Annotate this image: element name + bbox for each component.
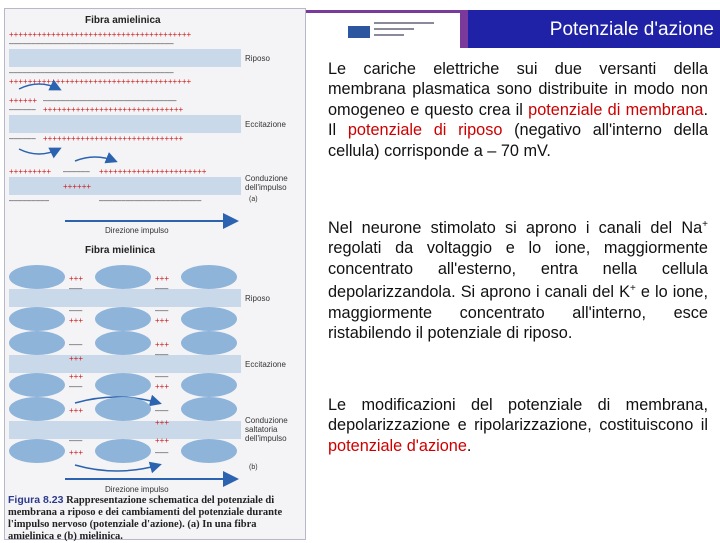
svg-text:–––––––––: ––––––––– — [9, 196, 50, 205]
svg-text:–––: ––– — [69, 306, 83, 315]
svg-text:+++++++++: +++++++++ — [9, 167, 52, 176]
label-conduction-a: Conduzione dell'impulso — [245, 174, 288, 192]
myelin-sheath — [181, 307, 237, 331]
direction-label-b: Direzione impulso — [105, 485, 169, 494]
figure-caption-text: Rappresentazione schematica del potenziale di membrana a riposo e dei cambiamenti del potenziale durante l'impulso nervoso (potenziale d'azione). (a) In una fibra amielinica e (b) mielinica. — [8, 495, 283, 542]
myelinated-conduction — [9, 397, 288, 471]
top-accent-line — [304, 10, 468, 13]
title-bar — [468, 10, 720, 48]
unmyelinated-rest — [9, 30, 270, 86]
logo-mark — [348, 26, 370, 38]
action-potential-diagram — [5, 9, 305, 497]
myelin-sheath — [95, 265, 151, 289]
svg-text:+++: +++ — [155, 340, 170, 349]
myelin-sheath — [181, 265, 237, 289]
term-resting-potential: potenziale di riposo — [347, 121, 503, 140]
svg-text:++++++++++++++++++++++++++++++: ++++++++++++++++++++++++++++++ — [43, 134, 184, 143]
axon-segment — [9, 115, 241, 133]
svg-text:–––: ––– — [155, 406, 169, 415]
fiber-myelinated-title: Fibra mielinica — [85, 245, 156, 256]
panel-tag-b: (b) — [249, 464, 258, 471]
svg-text:––––––: –––––– — [9, 134, 36, 143]
myelin-sheath — [95, 307, 151, 331]
label-rest-a: Riposo — [245, 54, 270, 63]
current-arrow — [19, 149, 59, 154]
svg-text:––––––: –––––– — [63, 167, 90, 176]
publisher-logo — [348, 18, 438, 44]
paragraph-ion-channels: Nel neurone stimolato si aprono i canali del Na+ regolati da voltaggio e lo ione, maggiormente concentrato all'esterno, entra nella cellula depolarizzandola. Si aprono i canali del K+ e lo ione, maggiormente concentrato all'interno, esce ristabilendo il potenziale di riposo. — [328, 219, 709, 343]
svg-text:++++++++++++++++++++++++++++++: ++++++++++++++++++++++++++++++ — [43, 105, 184, 114]
svg-text:+++++++++++++++++++++++: +++++++++++++++++++++++ — [99, 167, 207, 176]
svg-text:–––: ––– — [69, 382, 83, 391]
svg-text:–––: ––– — [155, 350, 169, 359]
svg-text:–––: ––– — [69, 284, 83, 293]
svg-text:––––––––––––––––––––––––––––––: ––––––––––––––––––––––––––––––––––––– — [9, 68, 174, 77]
fiber-unmyelinated-title: Fibra amielinica — [85, 15, 161, 26]
svg-text:++++++: ++++++ — [63, 182, 92, 191]
paragraph-membrane-potential: Le cariche elettriche sui due versanti della membrana plasmatica sono distribuite in modo non omogeneo e questo crea il potenziale di membrana. Il potenziale di riposo (negativo all'interno della cellula) corrisponde a – 70 mV. — [328, 60, 708, 160]
svg-text:––––––––––––––––––––––––––––––: –––––––––––––––––––––––––––––– — [43, 96, 177, 105]
svg-text:+++: +++ — [69, 354, 84, 363]
svg-text:––––––: –––––– — [9, 105, 36, 114]
direction-label-a: Direzione impulso — [105, 226, 169, 235]
svg-text:––––––––––––––––––––––––––––––: ––––––––––––––––––––––––––––––––––––– — [9, 39, 174, 48]
svg-text:+++: +++ — [69, 372, 84, 381]
label-excitation-a: Eccitazione — [245, 120, 286, 129]
label-excitation-b: Eccitazione — [245, 360, 286, 369]
svg-text:–––: ––– — [155, 306, 169, 315]
svg-text:+++: +++ — [155, 418, 170, 427]
unmyelinated-conduction — [9, 157, 288, 205]
myelin-sheath — [9, 265, 65, 289]
term-action-potential: potenziale d'azione — [328, 436, 467, 455]
panel-tag-a: (a) — [249, 196, 258, 203]
svg-text:–––: ––– — [69, 340, 83, 349]
svg-text:–––: ––– — [155, 284, 169, 293]
current-arrow — [75, 157, 115, 161]
myelinated-rest — [9, 265, 270, 331]
svg-text:++++++: ++++++ — [9, 96, 38, 105]
svg-text:+++: +++ — [155, 274, 170, 283]
figure-number: Figura 8.23 — [8, 494, 64, 506]
myelinated-excitation — [9, 331, 286, 397]
svg-text:+++: +++ — [69, 274, 84, 283]
svg-text:+++: +++ — [155, 316, 170, 325]
myelin-sheath — [9, 307, 65, 331]
svg-text:++++++++++++++++++++++++++++++: +++++++++++++++++++++++++++++++++++++++ — [9, 30, 192, 39]
svg-text:++++++++++++++++++++++++++++++: +++++++++++++++++++++++++++++++++++++++ — [9, 77, 192, 86]
svg-text:–––: ––– — [155, 372, 169, 381]
label-rest-b: Riposo — [245, 294, 270, 303]
svg-text:+++: +++ — [69, 448, 84, 457]
svg-text:–––––––––––––––––––––––: ––––––––––––––––––––––– — [99, 196, 202, 205]
paragraph-action-potential: Le modificazioni del potenziale di membrana, depolarizzazione e ripolarizzazione, costituiscono il potenziale d'azione. — [328, 396, 708, 455]
svg-text:+++: +++ — [155, 382, 170, 391]
title-accent-block — [460, 10, 468, 48]
page-title: Potenziale d'azione — [549, 19, 714, 40]
axon-segment — [9, 49, 241, 67]
svg-text:+++: +++ — [69, 316, 84, 325]
term-membrane-potential: potenziale di membrana — [528, 100, 704, 119]
label-conduction-b: Conduzione saltatoria dell'impulso — [245, 416, 288, 443]
figure-panel — [4, 8, 306, 540]
unmyelinated-excitation — [9, 84, 286, 154]
svg-text:+++: +++ — [155, 436, 170, 445]
axon-segment — [9, 177, 241, 195]
svg-text:–––: ––– — [69, 436, 83, 445]
figure-caption — [8, 494, 300, 543]
svg-text:+++: +++ — [69, 406, 84, 415]
svg-text:–––: ––– — [155, 448, 169, 457]
